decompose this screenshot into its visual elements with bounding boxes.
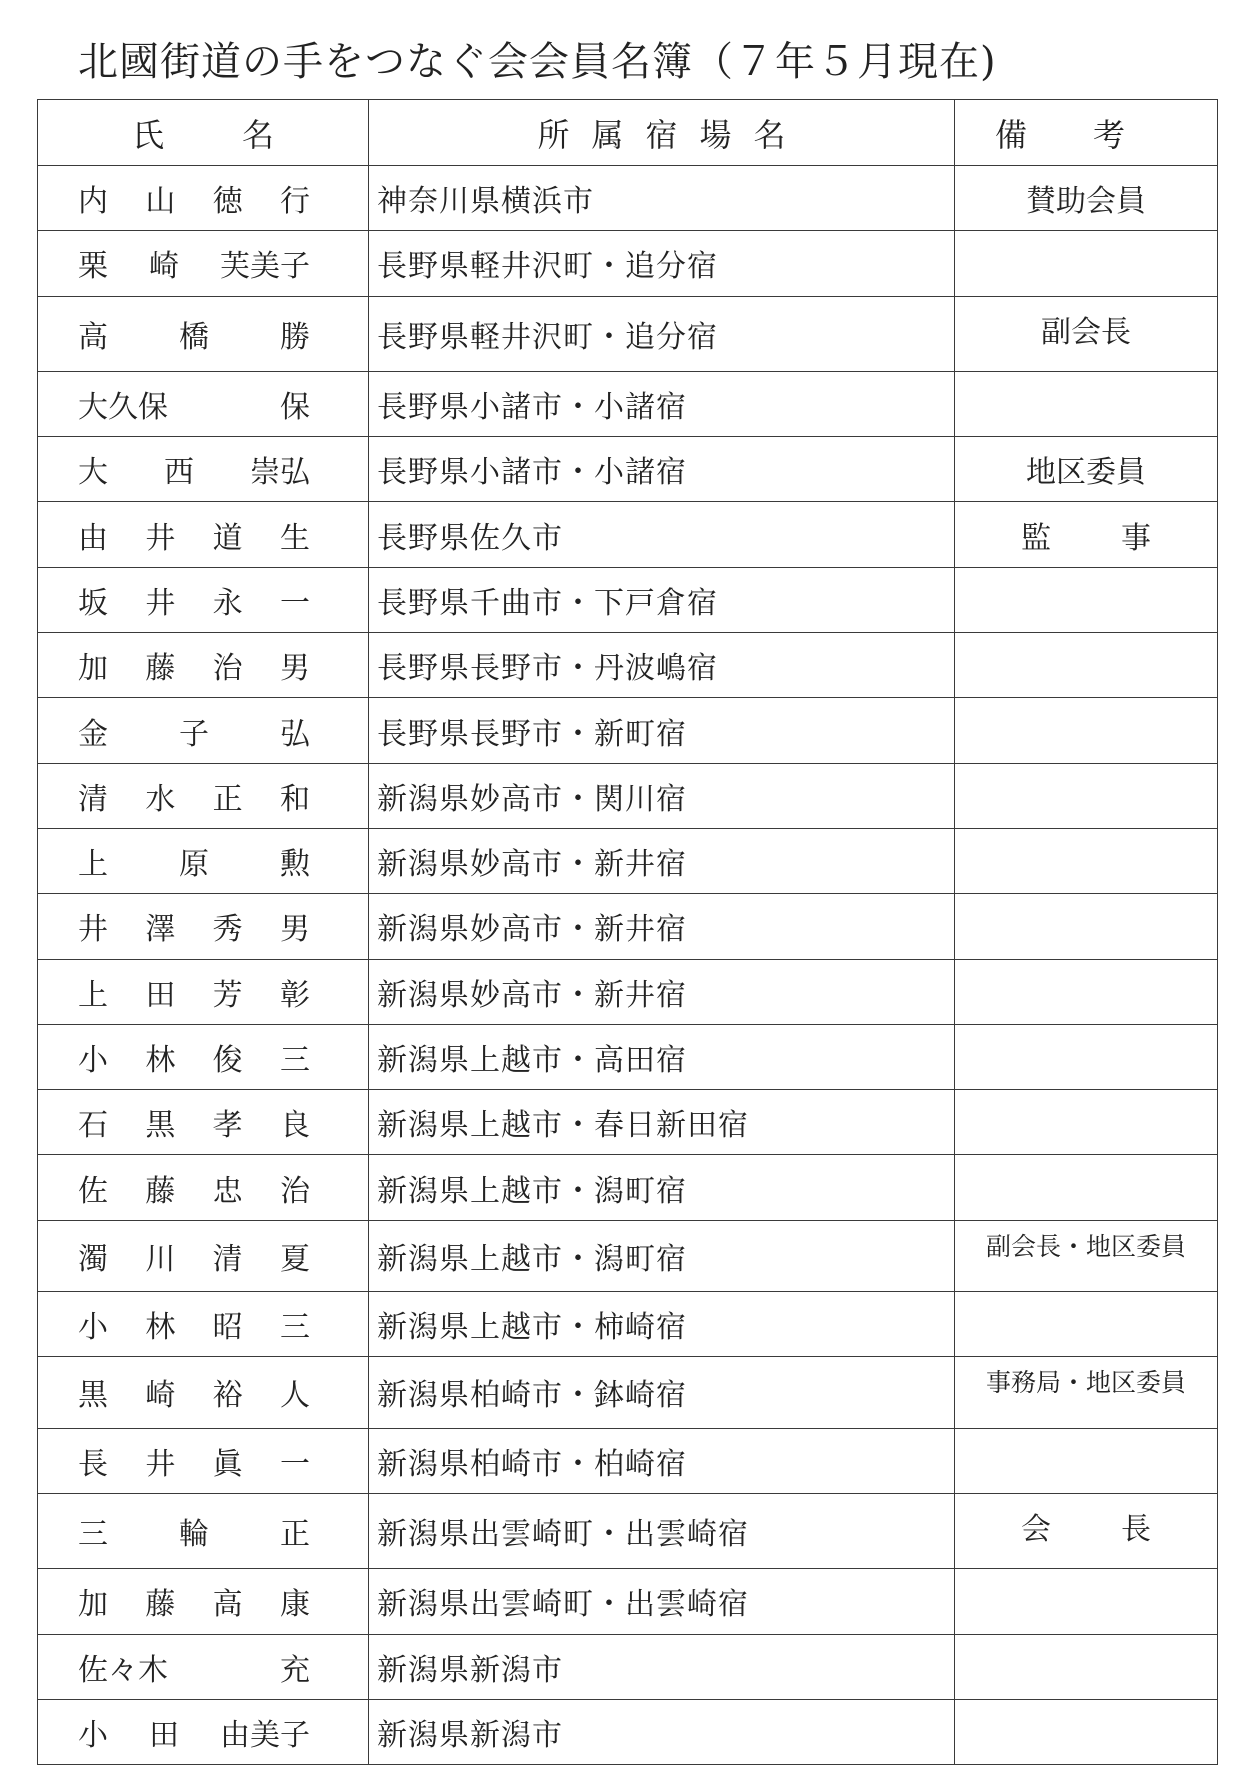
remarks-cell xyxy=(955,502,1218,567)
member-name-part: 高 xyxy=(212,1587,243,1623)
table-row xyxy=(38,1292,1218,1357)
member-name-part: 三 xyxy=(78,1517,108,1553)
member-name-cell xyxy=(38,296,369,371)
post-town-cell: 新潟県上越市・高田宿 xyxy=(369,1024,955,1089)
member-name-cell xyxy=(38,959,369,1024)
member-name-part: 道 xyxy=(212,520,243,556)
remarks-cell xyxy=(955,1024,1218,1089)
post-town-cell: 新潟県妙高市・新井宿 xyxy=(369,959,955,1024)
member-name-part: 治 xyxy=(279,1173,310,1209)
header-place-label: 所属宿場名 xyxy=(537,115,808,154)
member-name-part: 芳 xyxy=(212,977,243,1013)
member-name-part: 清 xyxy=(78,781,108,817)
remarks-cell: 賛助会員 xyxy=(955,166,1218,231)
member-name-part: 由美子 xyxy=(220,1717,310,1753)
member-name-part: 小 xyxy=(78,1310,108,1346)
member-name-part: 夏 xyxy=(279,1241,310,1277)
header-name xyxy=(38,100,369,166)
remarks-cell xyxy=(955,763,1218,828)
member-name-part: 加 xyxy=(78,1587,108,1623)
member-name-part: 内 xyxy=(78,184,108,220)
header-name-char: 名 xyxy=(241,115,274,154)
member-name-cell xyxy=(38,1220,369,1291)
post-town-cell: 新潟県妙高市・新井宿 xyxy=(369,894,955,959)
post-town-cell: 新潟県出雲崎町・出雲崎宿 xyxy=(369,1569,955,1634)
member-name-cell xyxy=(38,371,369,436)
table-row xyxy=(38,1569,1218,1634)
member-name-cell xyxy=(38,567,369,632)
member-name-part: 井 xyxy=(145,1446,176,1482)
member-name-part: 長 xyxy=(78,1446,108,1482)
member-name-part: 崎 xyxy=(145,1378,176,1414)
post-town-cell: 長野県長野市・丹波嶋宿 xyxy=(369,633,955,698)
post-town-cell: 長野県軽井沢町・追分宿 xyxy=(369,231,955,296)
member-name-part: 弘 xyxy=(280,716,310,752)
member-name-cell xyxy=(38,1493,369,1568)
member-name-cell xyxy=(38,698,369,763)
table-row xyxy=(38,698,1218,763)
table-row xyxy=(38,1699,1218,1764)
remarks-cell xyxy=(955,894,1218,959)
member-name-cell xyxy=(38,1357,369,1428)
remarks-cell: 事務局・地区委員 xyxy=(955,1357,1218,1428)
member-name-part: 大 xyxy=(78,455,108,491)
remarks-cell: 副会長 xyxy=(955,296,1218,371)
member-name-part: 田 xyxy=(149,1717,179,1753)
member-name-part: 上 xyxy=(78,977,108,1013)
header-note-char: 考 xyxy=(1092,115,1125,154)
post-town-cell: 長野県小諸市・小諸宿 xyxy=(369,371,955,436)
member-name-part: 金 xyxy=(78,716,108,752)
remarks-cell: 副会長・地区委員 xyxy=(955,1220,1218,1291)
post-town-cell: 新潟県出雲崎町・出雲崎宿 xyxy=(369,1493,955,1568)
member-name-part: 田 xyxy=(145,977,176,1013)
member-name-part: 川 xyxy=(145,1241,176,1277)
member-name-part: 佐 xyxy=(78,1173,108,1209)
member-name-part: 裕 xyxy=(212,1378,243,1414)
member-name-part: 勲 xyxy=(280,847,310,883)
member-name-part: 輪 xyxy=(179,1517,209,1553)
table-row xyxy=(38,296,1218,371)
remarks-cell xyxy=(955,1090,1218,1155)
member-name-part: 橋 xyxy=(179,319,209,355)
member-name-cell xyxy=(38,1292,369,1357)
post-town-cell: 長野県千曲市・下戸倉宿 xyxy=(369,567,955,632)
member-name-part: 水 xyxy=(145,781,176,817)
member-name-part: 濁 xyxy=(78,1241,108,1277)
remarks-cell xyxy=(955,1634,1218,1699)
header-place xyxy=(369,100,955,166)
member-name-part: 黒 xyxy=(145,1108,176,1144)
member-roster-table xyxy=(37,99,1218,1765)
remarks-char: 事 xyxy=(1121,520,1151,556)
table-row xyxy=(38,166,1218,231)
remarks-cell xyxy=(955,567,1218,632)
remarks-cell xyxy=(955,1155,1218,1220)
post-town-cell: 長野県小諸市・小諸宿 xyxy=(369,437,955,502)
member-name-part: 上 xyxy=(78,847,108,883)
post-town-cell: 新潟県上越市・潟町宿 xyxy=(369,1155,955,1220)
table-row xyxy=(38,1024,1218,1089)
member-name-part: 栗 xyxy=(78,249,108,285)
member-name-part: 井 xyxy=(145,585,176,621)
member-name-part: 俊 xyxy=(212,1043,243,1078)
document-title: 北國街道の手をつなぐ会会員名簿（７年５月現在) xyxy=(78,39,997,85)
member-name-part: 井 xyxy=(78,912,108,948)
post-town-cell: 神奈川県横浜市 xyxy=(369,166,955,231)
member-name-part: 徳 xyxy=(212,184,243,220)
member-name-part: 高 xyxy=(78,319,108,355)
member-name-part: 正 xyxy=(280,1517,310,1553)
member-name-part: 加 xyxy=(78,651,108,687)
table-row xyxy=(38,1634,1218,1699)
member-name-part: 林 xyxy=(145,1310,176,1346)
header-note xyxy=(955,100,1218,166)
member-name-cell xyxy=(38,1024,369,1089)
member-name-part: 勝 xyxy=(280,319,310,355)
table-row xyxy=(38,567,1218,632)
member-name-part: 充 xyxy=(280,1652,310,1688)
member-name-part: 山 xyxy=(145,184,176,220)
member-name-part: 石 xyxy=(78,1108,108,1144)
remarks-char: 会 xyxy=(1021,1511,1051,1547)
remarks-cell xyxy=(955,959,1218,1024)
remarks-cell xyxy=(955,1428,1218,1493)
roster-body xyxy=(38,166,1218,1765)
member-name-part: 藤 xyxy=(145,1587,176,1623)
member-name-part: 清 xyxy=(212,1241,243,1277)
member-name-cell xyxy=(38,1428,369,1493)
post-town-cell: 長野県佐久市 xyxy=(369,502,955,567)
member-name-part: 藤 xyxy=(145,1173,176,1209)
remarks-cell xyxy=(955,1493,1218,1568)
member-name-part: 和 xyxy=(279,781,310,817)
table-row xyxy=(38,502,1218,567)
header-name-char: 氏 xyxy=(132,115,165,154)
remarks-cell xyxy=(955,633,1218,698)
table-row xyxy=(38,1357,1218,1428)
member-name-cell xyxy=(38,166,369,231)
member-name-cell xyxy=(38,1090,369,1155)
member-name-part: 忠 xyxy=(212,1173,243,1209)
remarks-cell xyxy=(955,1292,1218,1357)
member-name-cell xyxy=(38,1699,369,1764)
post-town-cell: 長野県軽井沢町・追分宿 xyxy=(369,296,955,371)
table-row xyxy=(38,371,1218,436)
remarks-cell xyxy=(955,698,1218,763)
member-name-part: 三 xyxy=(279,1310,310,1346)
member-name-cell xyxy=(38,633,369,698)
member-name-cell xyxy=(38,763,369,828)
member-name-cell xyxy=(38,502,369,567)
header-note-char: 備 xyxy=(995,115,1028,154)
member-name-part: 一 xyxy=(279,1446,310,1482)
member-name-part: 由 xyxy=(78,520,108,556)
member-name-part: 西 xyxy=(164,455,194,491)
post-town-cell: 新潟県妙高市・新井宿 xyxy=(369,828,955,893)
member-name-part: 大久保 xyxy=(78,390,168,426)
table-row xyxy=(38,763,1218,828)
header-row xyxy=(38,100,1218,166)
member-name-part: 三 xyxy=(279,1043,310,1078)
remarks-cell xyxy=(955,371,1218,436)
member-name-cell xyxy=(38,828,369,893)
table-row xyxy=(38,1220,1218,1291)
member-name-part: 行 xyxy=(279,184,310,220)
remarks-char: 監 xyxy=(1021,520,1051,556)
member-name-part: 彰 xyxy=(279,977,310,1013)
member-name-part: 佐々木 xyxy=(78,1652,168,1688)
table-row xyxy=(38,231,1218,296)
remarks-cell xyxy=(955,1569,1218,1634)
remarks-cell xyxy=(955,828,1218,893)
table-row xyxy=(38,894,1218,959)
member-name-part: 黒 xyxy=(78,1378,108,1414)
table-row xyxy=(38,1493,1218,1568)
table-row xyxy=(38,828,1218,893)
post-town-cell: 新潟県新潟市 xyxy=(369,1634,955,1699)
member-name-part: 小 xyxy=(78,1043,108,1078)
table-row xyxy=(38,437,1218,502)
member-name-cell xyxy=(38,1569,369,1634)
post-town-cell: 新潟県上越市・柿崎宿 xyxy=(369,1292,955,1357)
table-row xyxy=(38,1428,1218,1493)
post-town-cell: 新潟県新潟市 xyxy=(369,1699,955,1764)
member-name-part: 藤 xyxy=(145,651,176,687)
table-row xyxy=(38,633,1218,698)
member-name-part: 眞 xyxy=(212,1446,243,1482)
member-name-part: 澤 xyxy=(145,912,176,948)
remarks-cell xyxy=(955,1699,1218,1764)
member-name-part: 良 xyxy=(279,1108,310,1144)
post-town-cell: 新潟県上越市・潟町宿 xyxy=(369,1220,955,1291)
post-town-cell: 新潟県妙高市・関川宿 xyxy=(369,763,955,828)
member-name-cell xyxy=(38,894,369,959)
member-name-part: 林 xyxy=(145,1043,176,1078)
member-name-part: 治 xyxy=(212,651,243,687)
post-town-cell: 新潟県柏崎市・鉢崎宿 xyxy=(369,1357,955,1428)
member-name-part: 小 xyxy=(78,1717,108,1753)
table-row xyxy=(38,1155,1218,1220)
member-name-part: 原 xyxy=(179,847,209,883)
member-name-part: 昭 xyxy=(212,1310,243,1346)
member-name-part: 坂 xyxy=(78,585,108,621)
member-name-cell xyxy=(38,231,369,296)
member-name-part: 男 xyxy=(279,912,310,948)
member-name-part: 一 xyxy=(279,585,310,621)
member-name-part: 康 xyxy=(279,1587,310,1623)
member-name-part: 正 xyxy=(212,781,243,817)
member-name-part: 男 xyxy=(279,651,310,687)
remarks-cell: 地区委員 xyxy=(955,437,1218,502)
member-name-part: 保 xyxy=(280,390,310,426)
member-name-part: 芙美子 xyxy=(220,249,310,285)
member-name-part: 子 xyxy=(179,716,209,752)
member-name-part: 永 xyxy=(212,585,243,621)
member-name-cell xyxy=(38,1634,369,1699)
member-name-part: 人 xyxy=(279,1378,310,1414)
member-name-part: 孝 xyxy=(212,1108,243,1144)
member-name-part: 井 xyxy=(145,520,176,556)
table-row xyxy=(38,959,1218,1024)
post-town-cell: 新潟県上越市・春日新田宿 xyxy=(369,1090,955,1155)
remarks-cell xyxy=(955,231,1218,296)
member-name-cell xyxy=(38,437,369,502)
member-name-part: 生 xyxy=(279,520,310,556)
remarks-char: 長 xyxy=(1121,1511,1151,1547)
post-town-cell: 長野県長野市・新町宿 xyxy=(369,698,955,763)
table-row xyxy=(38,1090,1218,1155)
member-name-cell xyxy=(38,1155,369,1220)
member-name-part: 秀 xyxy=(212,912,243,948)
member-name-part: 崇弘 xyxy=(250,455,310,491)
post-town-cell: 新潟県柏崎市・柏崎宿 xyxy=(369,1428,955,1493)
member-name-part: 崎 xyxy=(149,249,179,285)
